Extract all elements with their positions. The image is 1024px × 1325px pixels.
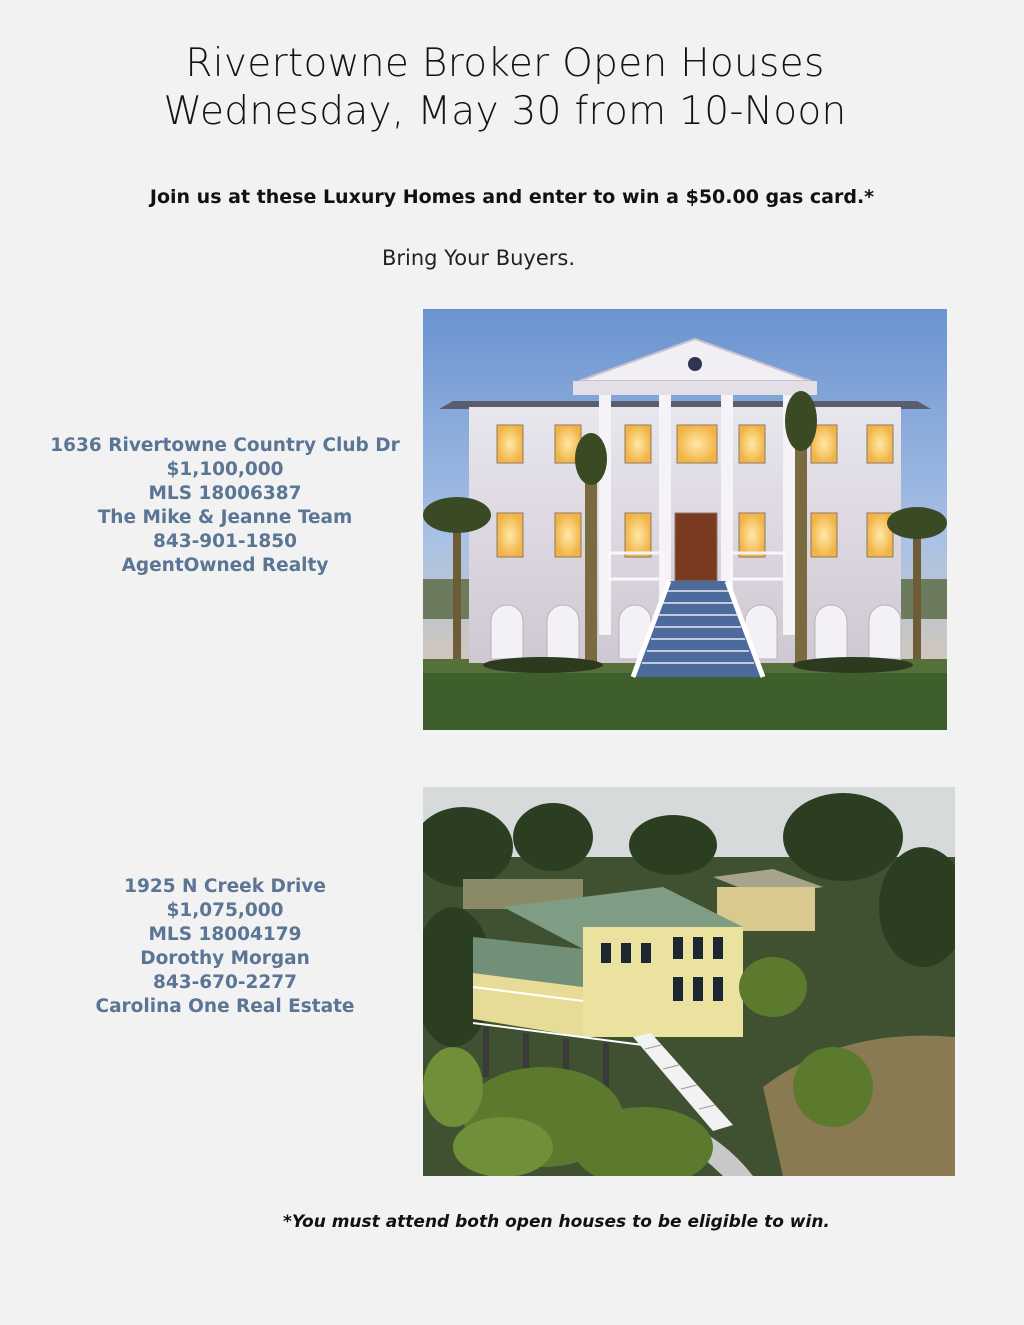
listing-brokerage: Carolina One Real Estate: [95, 996, 355, 1017]
listing-phone: 843-901-1850: [152, 531, 298, 552]
page-title: [0, 40, 1010, 136]
aerial-house-image: [423, 787, 955, 1176]
listing-agent: The Mike & Jeanne Team: [97, 507, 353, 528]
tagline: Bring Your Buyers.: [382, 246, 576, 270]
disclaimer-text: *You must attend both open houses to be eligible to win.: [283, 1212, 830, 1232]
listing-1-photo: [423, 309, 947, 730]
listing-2-details: [30, 875, 420, 1019]
listing-brokerage: AgentOwned Realty: [121, 555, 329, 576]
title-line-1: Rivertowne Broker Open Houses: [185, 41, 825, 86]
listing-agent: Dorothy Morgan: [140, 948, 310, 969]
listing-address: 1636 Rivertowne Country Club Dr: [50, 435, 400, 456]
listing-1-details: [30, 434, 420, 578]
listing-2-photo: [423, 787, 955, 1176]
title-line-2: Wednesday, May 30 from 10-Noon: [163, 89, 847, 134]
listing-address: 1925 N Creek Drive: [124, 876, 326, 897]
listing-mls: MLS 18006387: [148, 483, 302, 504]
listing-price: $1,100,000: [166, 459, 284, 480]
promo-text: Join us at these Luxury Homes and enter to win a $50.00 gas card.*: [149, 186, 875, 208]
listing-mls: MLS 18004179: [148, 924, 302, 945]
listing-phone: 843-670-2277: [152, 972, 298, 993]
colonial-house-image: [423, 309, 947, 730]
listing-price: $1,075,000: [166, 900, 284, 921]
